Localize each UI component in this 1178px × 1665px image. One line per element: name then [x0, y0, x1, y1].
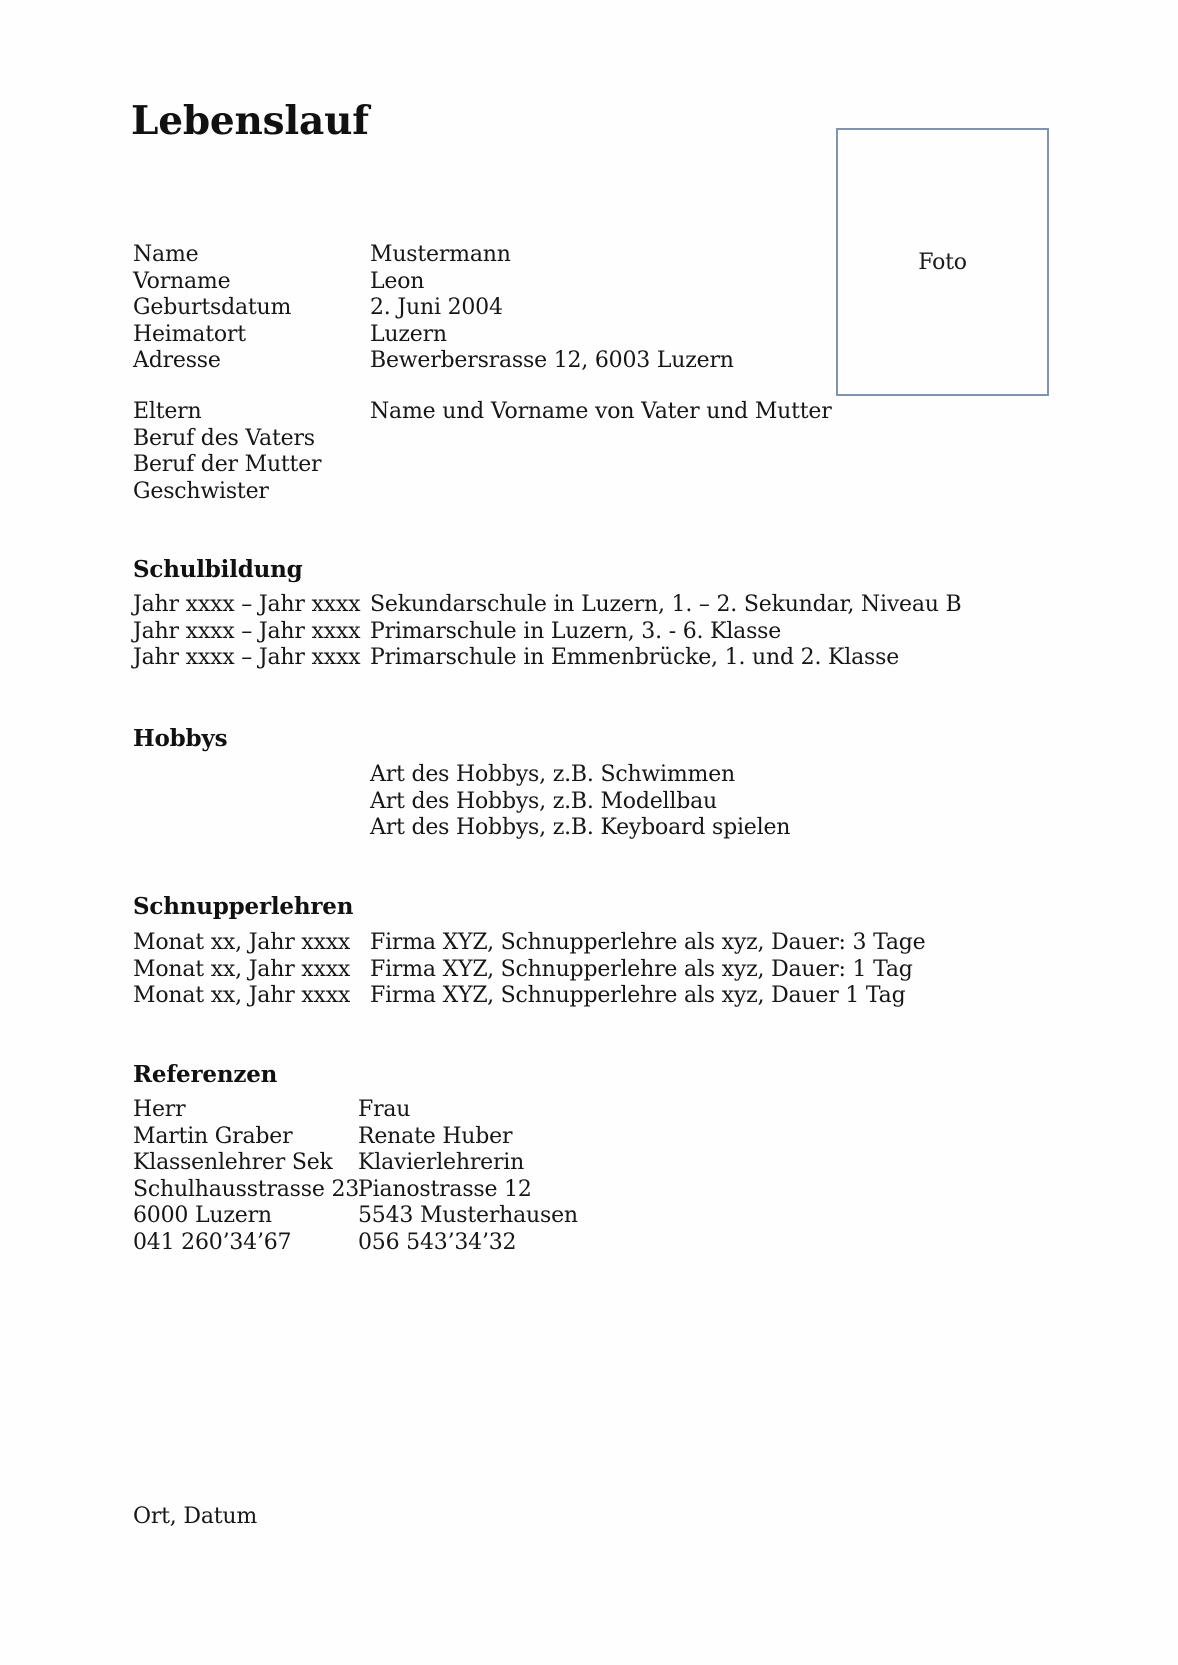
- section-referenzen: [133, 1097, 1118, 1257]
- reference-row: [133, 1124, 1118, 1151]
- internship-row: [133, 930, 1118, 957]
- field-value: Name und Vorname von Vater und Mutter: [370, 399, 832, 424]
- field-label: Geburtsdatum: [133, 295, 292, 321]
- field-label: Name: [133, 242, 199, 267]
- personal-row: [133, 295, 1118, 322]
- reference-row: [133, 1203, 1118, 1230]
- internship-row: [133, 957, 1118, 984]
- personal-row: [133, 242, 1118, 269]
- reference-col2: Pianostrasse 12: [358, 1176, 532, 1202]
- reference-col1: Schulhausstrasse 23: [133, 1176, 360, 1202]
- section-schnupperlehren: [133, 930, 1118, 1010]
- personal-row: [133, 322, 1118, 349]
- field-value: [370, 479, 1118, 506]
- school-value: Primarschule in Emmenbrücke, 1. und 2. Klasse: [370, 645, 900, 671]
- reference-col1: Klassenlehrer Sek: [133, 1150, 333, 1176]
- section-hobbys: [133, 762, 1118, 842]
- school-value: Primarschule in Luzern, 3. - 6. Klasse: [370, 618, 782, 644]
- personal-row: [133, 269, 1118, 296]
- personal-row: [133, 348, 1118, 375]
- school-value: Sekundarschule in Luzern, 1. – 2. Sekundar, Niveau B: [370, 592, 962, 617]
- period-label: Monat xx, Jahr xxxx: [133, 983, 351, 1009]
- field-label: Heimatort: [133, 321, 246, 347]
- education-row: [133, 592, 1118, 619]
- field-label: Beruf des Vaters: [133, 425, 315, 451]
- reference-row: [133, 1150, 1118, 1177]
- family-row: [133, 399, 1118, 426]
- internship-value: Firma XYZ, Schnupperlehre als xyz, Dauer: 1 Tag: [370, 956, 913, 982]
- period-label: Monat xx, Jahr xxxx: [133, 956, 351, 982]
- field-label: Beruf der Mutter: [133, 452, 322, 478]
- reference-col1: Herr: [133, 1097, 186, 1122]
- period-label: Jahr xxxx – Jahr xxxx: [133, 618, 361, 644]
- field-label: Geschwister: [133, 478, 269, 504]
- reference-row: [133, 1230, 1118, 1257]
- field-value: 2. Juni 2004: [370, 295, 503, 321]
- section-schulbildung: [133, 592, 1118, 672]
- hobby-row: [133, 789, 1118, 816]
- field-value: Mustermann: [370, 242, 511, 267]
- reference-col2: Klavierlehrerin: [358, 1150, 525, 1176]
- photo-placeholder-label: Foto: [918, 249, 967, 275]
- family-row: [133, 479, 1118, 506]
- period-label: Jahr xxxx – Jahr xxxx: [133, 645, 361, 671]
- hobby-value: Art des Hobbys, z.B. Modellbau: [370, 788, 717, 814]
- hobby-value: Art des Hobbys, z.B. Schwimmen: [370, 762, 736, 787]
- internship-value: Firma XYZ, Schnupperlehre als xyz, Dauer: 3 Tage: [370, 930, 926, 955]
- signature-line-label: Ort, Datum: [133, 1504, 258, 1529]
- reference-col1: 041 260’34’67: [133, 1229, 292, 1255]
- empty-label: [133, 789, 370, 816]
- field-value: Leon: [370, 268, 425, 294]
- field-label: Vorname: [133, 268, 231, 294]
- family-row: [133, 452, 1118, 479]
- section-personal-info: [133, 242, 1118, 375]
- reference-col2: 5543 Musterhausen: [358, 1203, 578, 1229]
- heading-schulbildung: Schulbildung: [133, 556, 303, 583]
- hobby-row: [133, 762, 1118, 789]
- family-row: [133, 426, 1118, 453]
- section-family-info: [133, 399, 1118, 505]
- period-label: Monat xx, Jahr xxxx: [133, 930, 351, 955]
- internship-value: Firma XYZ, Schnupperlehre als xyz, Dauer 1 Tag: [370, 983, 906, 1009]
- field-label: Adresse: [133, 348, 221, 374]
- education-row: [133, 619, 1118, 646]
- empty-label: [133, 762, 370, 789]
- heading-schnupperlehren: Schnupperlehren: [133, 893, 354, 920]
- period-label: Jahr xxxx – Jahr xxxx: [133, 592, 361, 617]
- reference-col1: Martin Graber: [133, 1123, 293, 1149]
- field-value: Bewerbersrasse 12, 6003 Luzern: [370, 348, 734, 374]
- field-value: [370, 452, 1118, 479]
- reference-col1: 6000 Luzern: [133, 1203, 272, 1229]
- reference-col2: Renate Huber: [358, 1123, 513, 1149]
- field-value: Luzern: [370, 321, 447, 347]
- education-row: [133, 645, 1118, 672]
- reference-col2: 056 543’34’32: [358, 1229, 517, 1255]
- empty-label: [133, 815, 370, 842]
- internship-row: [133, 983, 1118, 1010]
- field-label: Eltern: [133, 399, 202, 424]
- hobby-row: [133, 815, 1118, 842]
- field-value: [370, 426, 1118, 453]
- hobby-value: Art des Hobbys, z.B. Keyboard spielen: [370, 815, 791, 841]
- reference-row: [133, 1177, 1118, 1204]
- reference-row: [133, 1097, 1118, 1124]
- heading-referenzen: Referenzen: [133, 1061, 278, 1088]
- reference-col2: Frau: [358, 1097, 411, 1122]
- heading-hobbys: Hobbys: [133, 725, 228, 752]
- page-title: Lebenslauf: [131, 98, 369, 144]
